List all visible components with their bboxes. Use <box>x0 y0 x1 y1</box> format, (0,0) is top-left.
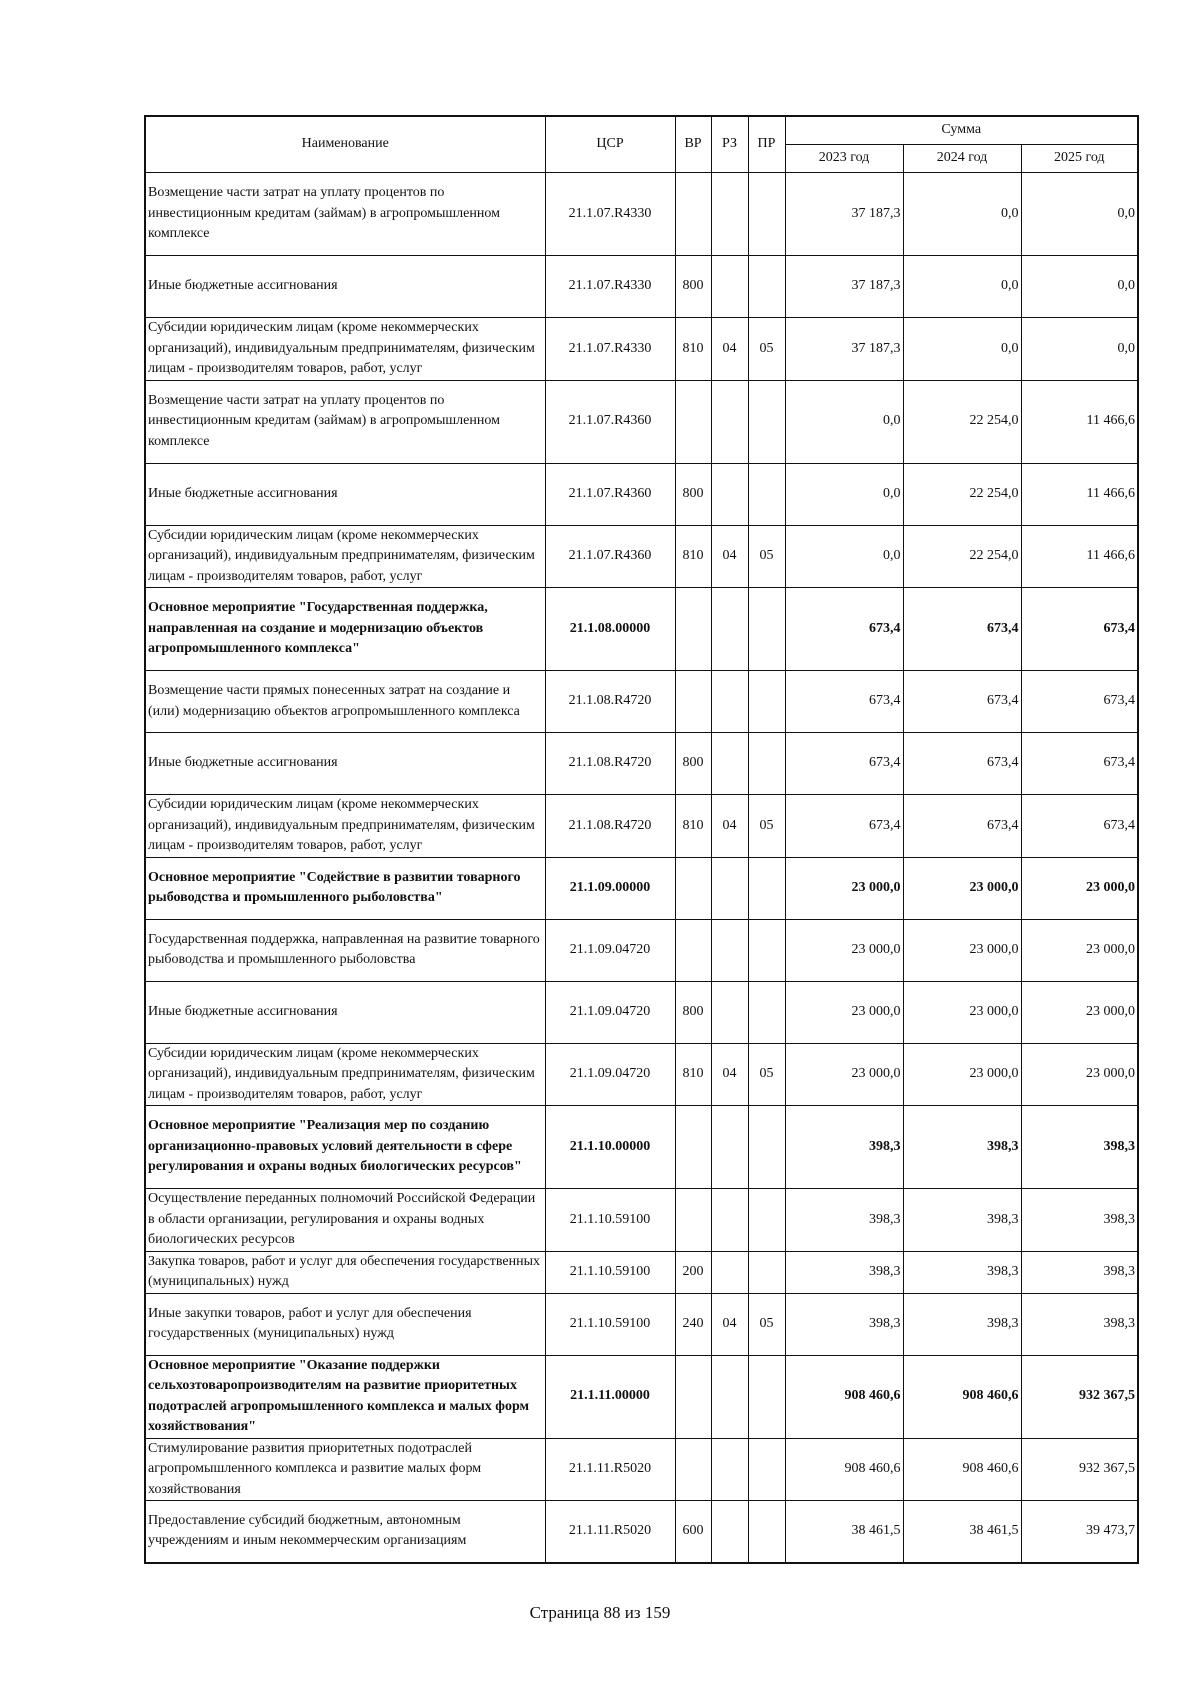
row-pr <box>748 1501 785 1563</box>
row-pr <box>748 671 785 733</box>
row-sum-2025: 673,4 <box>1021 671 1138 733</box>
row-vr: 810 <box>675 318 711 381</box>
row-sum-2023: 23 000,0 <box>785 919 903 981</box>
row-vr: 800 <box>675 463 711 525</box>
row-pr <box>748 1189 785 1252</box>
row-name: Стимулирование развития приоритетных подотраслей агропромышленного комплекса и развитие малых форм хозяйствования <box>145 1438 545 1501</box>
row-sum-2024: 22 254,0 <box>903 463 1021 525</box>
table-row <box>145 1251 1138 1293</box>
row-sum-2024: 398,3 <box>903 1293 1021 1355</box>
row-sum-2025: 398,3 <box>1021 1293 1138 1355</box>
header-year-2023: 2023 год <box>785 145 903 173</box>
row-name: Субсидии юридическим лицам (кроме некоммерческих организаций), индивидуальным предпринимателям, физическим лицам - производителям товаров, работ, услуг <box>145 1043 545 1106</box>
row-rz <box>711 463 748 525</box>
row-vr: 800 <box>675 981 711 1043</box>
row-sum-2025: 398,3 <box>1021 1106 1138 1189</box>
row-rz <box>711 173 748 256</box>
row-sum-2023: 398,3 <box>785 1189 903 1252</box>
row-vr <box>675 1106 711 1189</box>
row-vr <box>675 919 711 981</box>
table-row <box>145 463 1138 525</box>
row-vr <box>675 857 711 919</box>
table-body <box>145 173 1138 1563</box>
row-rz: 04 <box>711 525 748 588</box>
row-sum-2024: 398,3 <box>903 1106 1021 1189</box>
table-row <box>145 919 1138 981</box>
row-pr <box>748 1438 785 1501</box>
row-sum-2025: 398,3 <box>1021 1189 1138 1252</box>
row-csr: 21.1.10.59100 <box>545 1251 675 1293</box>
row-pr <box>748 919 785 981</box>
row-pr <box>748 733 785 795</box>
row-sum-2024: 23 000,0 <box>903 919 1021 981</box>
row-sum-2024: 908 460,6 <box>903 1438 1021 1501</box>
row-sum-2023: 398,3 <box>785 1293 903 1355</box>
row-vr: 200 <box>675 1251 711 1293</box>
header-vr: ВР <box>675 116 711 173</box>
table-row <box>145 733 1138 795</box>
row-vr: 810 <box>675 525 711 588</box>
row-csr: 21.1.07.R4330 <box>545 318 675 381</box>
page-number: Страница 88 из 159 <box>529 1603 671 1622</box>
row-csr: 21.1.08.R4720 <box>545 671 675 733</box>
row-sum-2023: 23 000,0 <box>785 981 903 1043</box>
row-sum-2025: 23 000,0 <box>1021 857 1138 919</box>
row-vr: 800 <box>675 733 711 795</box>
row-rz <box>711 671 748 733</box>
row-vr <box>675 380 711 463</box>
row-sum-2023: 0,0 <box>785 380 903 463</box>
table-row <box>145 1043 1138 1106</box>
row-rz <box>711 1501 748 1563</box>
row-sum-2023: 23 000,0 <box>785 857 903 919</box>
row-rz: 04 <box>711 318 748 381</box>
row-sum-2024: 673,4 <box>903 588 1021 671</box>
row-sum-2025: 23 000,0 <box>1021 1043 1138 1106</box>
table-row <box>145 1438 1138 1501</box>
row-pr: 05 <box>748 1293 785 1355</box>
row-sum-2025: 39 473,7 <box>1021 1501 1138 1563</box>
header-rz: РЗ <box>711 116 748 173</box>
row-name: Возмещение части прямых понесенных затрат на создание и (или) модернизацию объектов агропромышленного комплекса <box>145 671 545 733</box>
row-pr <box>748 1355 785 1438</box>
row-csr: 21.1.07.R4360 <box>545 380 675 463</box>
header-pr: ПР <box>748 116 785 173</box>
row-csr: 21.1.10.59100 <box>545 1189 675 1252</box>
table-row <box>145 525 1138 588</box>
table-row <box>145 1106 1138 1189</box>
table-row <box>145 1355 1138 1438</box>
row-sum-2025: 0,0 <box>1021 173 1138 256</box>
row-pr <box>748 380 785 463</box>
row-sum-2024: 23 000,0 <box>903 857 1021 919</box>
row-name: Возмещение части затрат на уплату процентов по инвестиционным кредитам (займам) в агропромышленном комплексе <box>145 380 545 463</box>
row-csr: 21.1.09.04720 <box>545 981 675 1043</box>
row-vr <box>675 671 711 733</box>
row-rz: 04 <box>711 795 748 858</box>
row-sum-2024: 22 254,0 <box>903 525 1021 588</box>
row-name: Основное мероприятие "Содействие в развитии товарного рыбоводства и промышленного рыболовства" <box>145 857 545 919</box>
row-name: Закупка товаров, работ и услуг для обеспечения государственных (муниципальных) нужд <box>145 1251 545 1293</box>
budget-table <box>144 115 1139 1564</box>
row-sum-2024: 673,4 <box>903 671 1021 733</box>
row-csr: 21.1.09.04720 <box>545 919 675 981</box>
row-sum-2024: 23 000,0 <box>903 981 1021 1043</box>
row-name: Основное мероприятие "Реализация мер по созданию организационно-правовых условий деятельности в сфере регулирования и охраны водных биологических ресурсов" <box>145 1106 545 1189</box>
header-year-2024: 2024 год <box>903 145 1021 173</box>
row-rz <box>711 1355 748 1438</box>
table-row <box>145 857 1138 919</box>
row-sum-2025: 23 000,0 <box>1021 981 1138 1043</box>
row-pr <box>748 588 785 671</box>
row-pr <box>748 173 785 256</box>
row-sum-2025: 673,4 <box>1021 588 1138 671</box>
row-vr: 810 <box>675 1043 711 1106</box>
row-sum-2023: 673,4 <box>785 671 903 733</box>
row-pr: 05 <box>748 318 785 381</box>
row-pr <box>748 463 785 525</box>
row-sum-2024: 398,3 <box>903 1189 1021 1252</box>
row-csr: 21.1.11.R5020 <box>545 1438 675 1501</box>
row-vr: 810 <box>675 795 711 858</box>
table-row <box>145 671 1138 733</box>
header-name: Наименование <box>145 116 545 173</box>
table-row <box>145 795 1138 858</box>
table-row <box>145 173 1138 256</box>
row-csr: 21.1.08.R4720 <box>545 795 675 858</box>
row-sum-2024: 0,0 <box>903 256 1021 318</box>
row-csr: 21.1.08.00000 <box>545 588 675 671</box>
row-name: Основное мероприятие "Оказание поддержки сельхозтоваропроизводителям на развитие приоритетных подотраслей агропромышленного комплекса и малых форм хозяйствования" <box>145 1355 545 1438</box>
row-rz <box>711 1438 748 1501</box>
row-sum-2025: 11 466,6 <box>1021 525 1138 588</box>
row-csr: 21.1.08.R4720 <box>545 733 675 795</box>
row-rz <box>711 1251 748 1293</box>
header-year-2025: 2025 год <box>1021 145 1138 173</box>
row-name: Государственная поддержка, направленная на развитие товарного рыбоводства и промышленного рыболовства <box>145 919 545 981</box>
row-pr <box>748 1251 785 1293</box>
row-pr <box>748 857 785 919</box>
row-sum-2025: 673,4 <box>1021 795 1138 858</box>
table-row <box>145 1293 1138 1355</box>
row-name: Осуществление переданных полномочий Российской Федерации в области организации, регулирования и охраны водных биологических ресурсов <box>145 1189 545 1252</box>
row-sum-2025: 23 000,0 <box>1021 919 1138 981</box>
row-name: Субсидии юридическим лицам (кроме некоммерческих организаций), индивидуальным предпринимателям, физическим лицам - производителям товаров, работ, услуг <box>145 525 545 588</box>
row-sum-2023: 673,4 <box>785 733 903 795</box>
row-sum-2024: 0,0 <box>903 173 1021 256</box>
row-csr: 21.1.11.R5020 <box>545 1501 675 1563</box>
table-row <box>145 1501 1138 1563</box>
row-sum-2025: 932 367,5 <box>1021 1438 1138 1501</box>
row-sum-2025: 11 466,6 <box>1021 463 1138 525</box>
row-vr: 600 <box>675 1501 711 1563</box>
row-sum-2024: 22 254,0 <box>903 380 1021 463</box>
row-sum-2025: 0,0 <box>1021 256 1138 318</box>
row-name: Субсидии юридическим лицам (кроме некоммерческих организаций), индивидуальным предпринимателям, физическим лицам - производителям товаров, работ, услуг <box>145 795 545 858</box>
row-sum-2023: 398,3 <box>785 1106 903 1189</box>
row-vr <box>675 1189 711 1252</box>
row-pr: 05 <box>748 525 785 588</box>
row-sum-2023: 398,3 <box>785 1251 903 1293</box>
row-sum-2024: 673,4 <box>903 733 1021 795</box>
header-csr: ЦСР <box>545 116 675 173</box>
row-csr: 21.1.09.00000 <box>545 857 675 919</box>
row-pr <box>748 981 785 1043</box>
row-rz <box>711 588 748 671</box>
row-sum-2023: 37 187,3 <box>785 256 903 318</box>
row-name: Возмещение части затрат на уплату процентов по инвестиционным кредитам (займам) в агропромышленном комплексе <box>145 173 545 256</box>
row-pr: 05 <box>748 1043 785 1106</box>
row-sum-2024: 398,3 <box>903 1251 1021 1293</box>
row-name: Иные бюджетные ассигнования <box>145 733 545 795</box>
row-csr: 21.1.10.59100 <box>545 1293 675 1355</box>
row-sum-2024: 908 460,6 <box>903 1355 1021 1438</box>
row-sum-2025: 398,3 <box>1021 1251 1138 1293</box>
row-csr: 21.1.11.00000 <box>545 1355 675 1438</box>
row-sum-2023: 908 460,6 <box>785 1355 903 1438</box>
row-sum-2023: 908 460,6 <box>785 1438 903 1501</box>
table-row <box>145 380 1138 463</box>
row-name: Иные бюджетные ассигнования <box>145 256 545 318</box>
row-vr <box>675 1438 711 1501</box>
header-sum: Сумма <box>785 116 1138 145</box>
row-sum-2024: 38 461,5 <box>903 1501 1021 1563</box>
row-csr: 21.1.07.R4360 <box>545 463 675 525</box>
table-row <box>145 981 1138 1043</box>
table-row <box>145 588 1138 671</box>
row-sum-2023: 38 461,5 <box>785 1501 903 1563</box>
row-rz <box>711 256 748 318</box>
row-sum-2024: 0,0 <box>903 318 1021 381</box>
row-rz <box>711 981 748 1043</box>
row-name: Субсидии юридическим лицам (кроме некоммерческих организаций), индивидуальным предпринимателям, физическим лицам - производителям товаров, работ, услуг <box>145 318 545 381</box>
row-rz: 04 <box>711 1293 748 1355</box>
table-row <box>145 256 1138 318</box>
row-csr: 21.1.07.R4360 <box>545 525 675 588</box>
row-name: Основное мероприятие "Государственная поддержка, направленная на создание и модернизацию объектов агропромышленного комплекса" <box>145 588 545 671</box>
row-sum-2025: 0,0 <box>1021 318 1138 381</box>
row-sum-2023: 673,4 <box>785 588 903 671</box>
row-sum-2025: 932 367,5 <box>1021 1355 1138 1438</box>
row-pr: 05 <box>748 795 785 858</box>
row-rz <box>711 919 748 981</box>
row-vr <box>675 1355 711 1438</box>
row-name: Иные бюджетные ассигнования <box>145 463 545 525</box>
row-sum-2025: 673,4 <box>1021 733 1138 795</box>
row-name: Иные бюджетные ассигнования <box>145 981 545 1043</box>
row-sum-2023: 23 000,0 <box>785 1043 903 1106</box>
row-sum-2023: 673,4 <box>785 795 903 858</box>
row-sum-2024: 673,4 <box>903 795 1021 858</box>
row-vr <box>675 173 711 256</box>
row-vr <box>675 588 711 671</box>
row-rz <box>711 1189 748 1252</box>
row-sum-2024: 23 000,0 <box>903 1043 1021 1106</box>
row-sum-2023: 0,0 <box>785 463 903 525</box>
row-vr: 800 <box>675 256 711 318</box>
row-name: Иные закупки товаров, работ и услуг для обеспечения государственных (муниципальных) нужд <box>145 1293 545 1355</box>
row-rz <box>711 857 748 919</box>
row-sum-2023: 37 187,3 <box>785 318 903 381</box>
row-name: Предоставление субсидий бюджетным, автономным учреждениям и иным некоммерческим организациям <box>145 1501 545 1563</box>
row-rz: 04 <box>711 1043 748 1106</box>
row-sum-2025: 11 466,6 <box>1021 380 1138 463</box>
row-rz <box>711 733 748 795</box>
row-csr: 21.1.10.00000 <box>545 1106 675 1189</box>
row-sum-2023: 0,0 <box>785 525 903 588</box>
row-csr: 21.1.07.R4330 <box>545 173 675 256</box>
row-rz <box>711 380 748 463</box>
row-rz <box>711 1106 748 1189</box>
row-sum-2023: 37 187,3 <box>785 173 903 256</box>
row-pr <box>748 256 785 318</box>
row-pr <box>748 1106 785 1189</box>
row-csr: 21.1.07.R4330 <box>545 256 675 318</box>
table-row <box>145 318 1138 381</box>
row-csr: 21.1.09.04720 <box>545 1043 675 1106</box>
table-row <box>145 1189 1138 1252</box>
row-vr: 240 <box>675 1293 711 1355</box>
